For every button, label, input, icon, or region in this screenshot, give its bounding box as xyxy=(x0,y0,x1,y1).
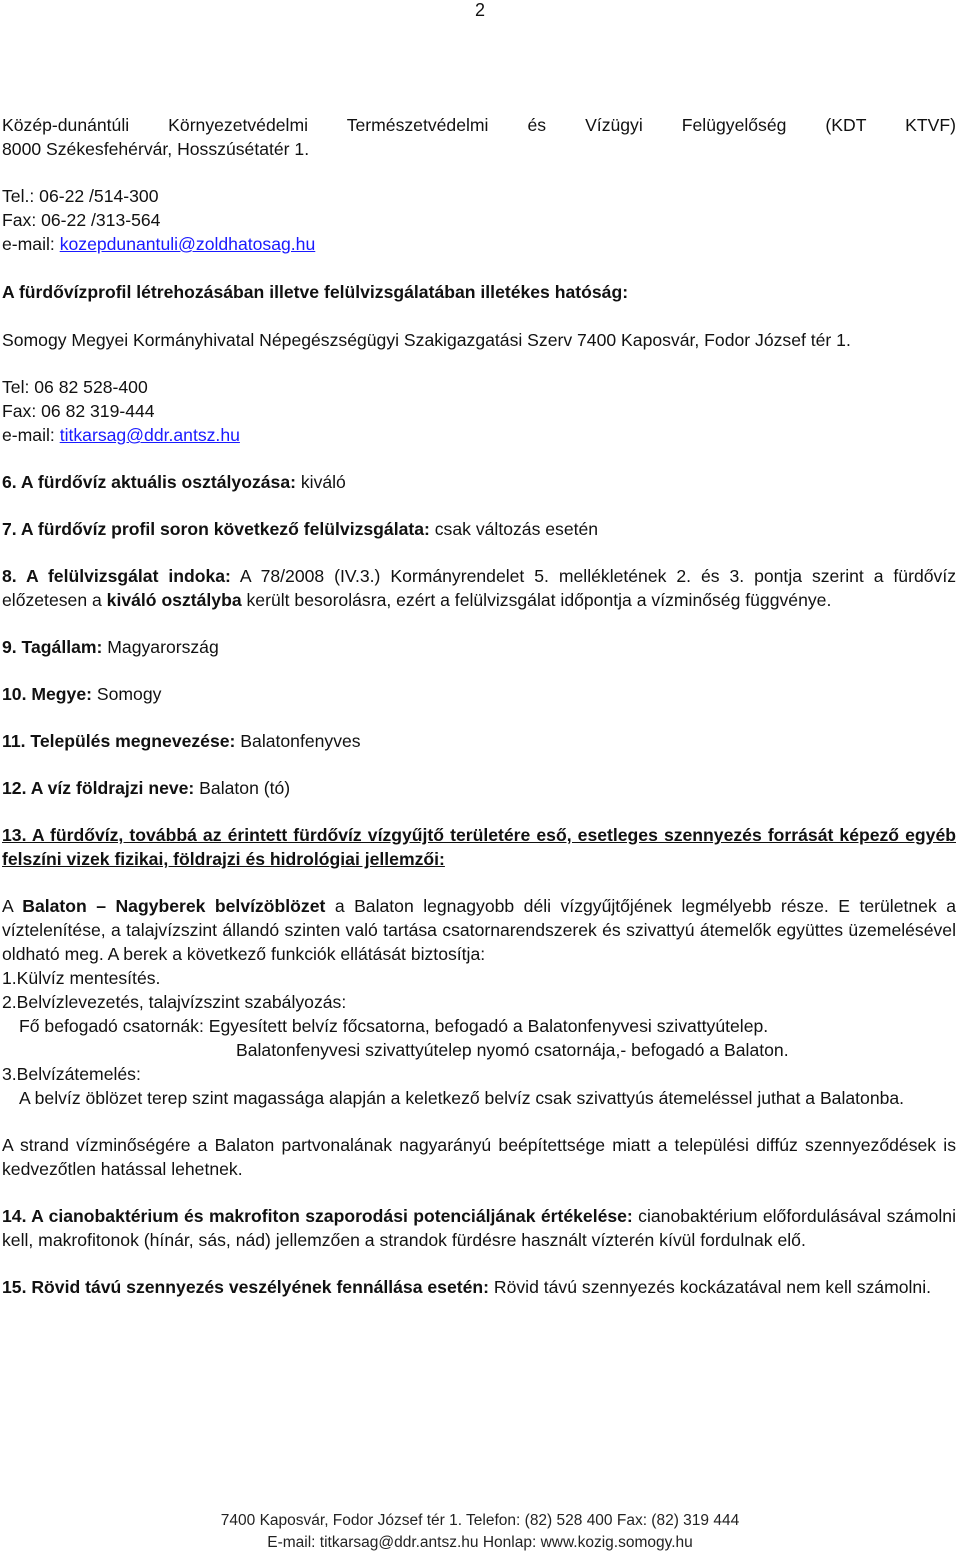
kdt-tel: Tel.: 06-22 /514-300 xyxy=(2,186,159,206)
section-6-label: 6. A fürdővíz aktuális osztályozása: xyxy=(2,472,296,492)
authority-fax: Fax: 06 82 319-444 xyxy=(2,401,155,421)
section-14-label: 14. A cianobaktérium és makrofiton szaporodási potenciáljának értékelése: xyxy=(2,1206,633,1226)
section-10: 10. Megye: Somogy xyxy=(2,684,162,704)
authority-email-line xyxy=(2,423,956,447)
authority-tel: Tel: 06 82 528-400 xyxy=(2,377,148,397)
section-13-item-3: 3.Belvízátemelés: xyxy=(2,1064,141,1084)
kdt-name: Közép-dunántúli Környezetvédelmi Természetvédelmi és Vízügyi Felügyelőség (KDT KTVF) xyxy=(2,115,956,135)
section-13-item-2-a: Fő befogadó csatornák: Egyesített belvíz főcsatorna, befogadó a Balatonfenyvesi szivattyútelep. xyxy=(19,1016,769,1036)
section-14-value: cianobaktérium előfordulásával számolni kell, makrofitonok (hínár, sás, nád) jellemzően a strandok fürdésre használt vízterén kívül fordulnak elő. xyxy=(2,1206,956,1250)
section-14 xyxy=(2,1204,956,1252)
footer-contact: E-mail: titkarsag@ddr.antsz.hu Honlap: www.kozig.somogy.hu xyxy=(267,1534,693,1551)
section-13-item-3-a: A belvíz öblözet terep szint magassága alapján a keletkező belvíz csak szivattyús átemeléssel juthat a Balatonba. xyxy=(19,1088,905,1108)
section-13-paragraph-1: A Balaton – Nagyberek belvízöblözet a Balaton legnagyobb déli vízgyűjtőjének legmélyebb része. E területnek a víztelenítése, a talajvízszint állandó szinten való tartása csatornarendszerek és szivattyú átemelők együttes üzemelésével oldható meg. A berek a következő funkciók ellátását biztosítja: xyxy=(2,896,956,964)
section-15-label: 15. Rövid távú szennyezés veszélyének fennállása esetén: xyxy=(2,1277,489,1297)
section-7 xyxy=(2,517,956,541)
kdt-email-label: e-mail: xyxy=(2,234,60,254)
authority-email-label: e-mail: xyxy=(2,425,60,445)
section-13-paragraph-2: A strand vízminőségére a Balaton partvonalának nagyarányú beépítettsége miatt a települési diffúz szennyeződések is kedvezőtlen hatással lehetnek. xyxy=(2,1135,956,1179)
section-7-value: csak változás esetén xyxy=(429,519,599,539)
authority-email-link[interactable]: titkarsag@ddr.antsz.hu xyxy=(59,425,240,445)
footer-address: 7400 Kaposvár, Fodor József tér 1. Telefon: (82) 528 400 Fax: (82) 319 444 xyxy=(220,1512,740,1529)
section-9: 9. Tagállam: Magyarország xyxy=(2,637,219,657)
section-12: 12. A víz földrajzi neve: Balaton (tó) xyxy=(2,778,291,798)
kdt-email-link[interactable]: kozepdunantuli@zoldhatosag.hu xyxy=(59,234,316,254)
section-11: 11. Település megnevezése: Balatonfenyves xyxy=(2,731,361,751)
section-13-item-2-b: Balatonfenyvesi szivattyútelep nyomó csatornája,- befogadó a Balaton. xyxy=(236,1040,789,1060)
document-body xyxy=(2,113,956,1299)
section-6-value: kiváló xyxy=(295,472,346,492)
page-number: 2 xyxy=(474,0,485,20)
kdt-email-line xyxy=(2,232,956,256)
section-8: 8. A felülvizsgálat indoka: A 78/2008 (IV.3.) Kormányrendelet 5. mellékletének 2. és 3. pontja szerint a fürdővíz előzetesen a kiváló osztályba került besorolásra, ezért a felülvizsgálat időpontja a vízminőség függvénye. xyxy=(2,566,957,610)
section-8-label: 8. A felülvizsgálat indoka: xyxy=(2,566,231,586)
section-7-label: 7. A fürdővíz profil soron következő felülvizsgálata: xyxy=(2,519,430,539)
section-13-heading: 13. A fürdővíz, továbbá az érintett fürdővíz vízgyűjtő területére eső, esetleges szennyezés forrását képező egyéb felszíni vizek fizikai, földrajzi és hidrológiai jellemzői: xyxy=(2,825,956,869)
kdt-address: 8000 Székesfehérvár, Hosszúsétatér 1. xyxy=(2,139,310,159)
section-13-item-2: 2.Belvízlevezetés, talajvízszint szabályozás: xyxy=(2,992,347,1012)
section-15-value: Rövid távú szennyezés kockázatával nem kell számolni. xyxy=(489,1277,931,1297)
section-6 xyxy=(2,470,956,494)
kdt-fax: Fax: 06-22 /313-564 xyxy=(2,210,161,230)
section-13-item-1: 1.Külvíz mentesítés. xyxy=(2,968,161,988)
authority-name: Somogy Megyei Kormányhivatal Népegészségügyi Szakigazgatási Szerv 7400 Kaposvár, Fodor József tér 1. xyxy=(2,330,851,350)
authority-heading: A fürdővízprofil létrehozásában illetve felülvizsgálatában illetékes hatóság: xyxy=(2,282,629,302)
section-15 xyxy=(2,1275,956,1299)
